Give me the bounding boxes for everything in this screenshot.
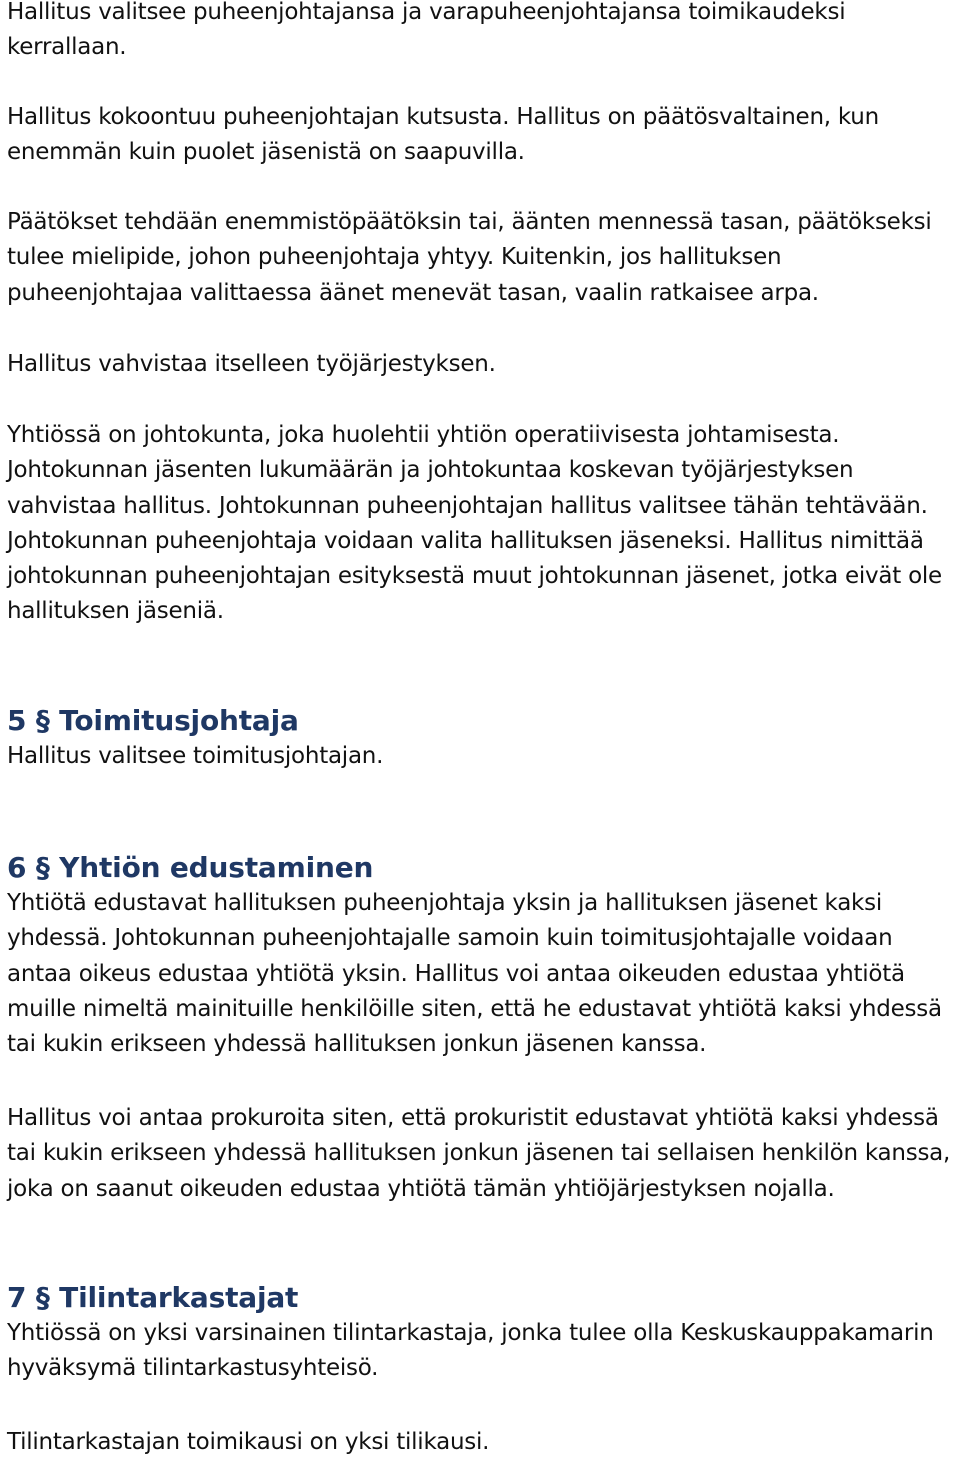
paragraph-text: Hallitus kokoontuu puheenjohtajan kutsusta. Hallitus on päätösvaltainen, kun enemmän kuin puolet jäsenistä on saapuvilla. bbox=[7, 104, 879, 166]
section-heading: 6 § Yhtiön edustaminen bbox=[7, 851, 374, 884]
section-text: Hallitus valitsee toimitusjohtajan. bbox=[7, 743, 384, 769]
section-5 bbox=[7, 703, 957, 774]
paragraph-chair-election bbox=[7, 0, 957, 66]
section-heading: 5 § Toimitusjohtaja bbox=[7, 704, 299, 737]
section-text: Yhtiössä on yksi varsinainen tilintarkastaja, jonka tulee olla Keskuskauppakamarin hyväksymä tilintarkastusyhteisö. bbox=[7, 1320, 934, 1382]
section-text: Tilintarkastajan toimikausi on yksi tilikausi. bbox=[7, 1429, 490, 1455]
paragraph-text: Hallitus valitsee puheenjohtajansa ja varapuheenjohtajansa toimikaudeksi kerrallaan. bbox=[7, 0, 846, 61]
section-7 bbox=[7, 1280, 957, 1387]
paragraph-rules-of-procedure bbox=[7, 347, 957, 382]
paragraph-board-meeting bbox=[7, 100, 957, 171]
section-heading: 7 § Tilintarkastajat bbox=[7, 1281, 299, 1314]
paragraph-decisions bbox=[7, 205, 957, 311]
section-text: Yhtiötä edustavat hallituksen puheenjohtaja yksin ja hallituksen jäsenet kaksi yhdessä. Johtokunnan puheenjohtajalle samoin kuin toimitusjohtajalle voidaan antaa oikeus edustaa yhtiötä yksin. Hallitus voi antaa oikeuden edustaa yhtiötä muille nimeltä mainituille henkilöille siten, että he edustavat yhtiötä kaksi yhdessä tai kukin erikseen yhdessä hallituksen jonkun jäsenen kanssa. bbox=[7, 890, 942, 1058]
section-6-procuration bbox=[7, 1101, 957, 1207]
paragraph-text: Yhtiössä on johtokunta, joka huolehtii yhtiön operatiivisesta johtamisesta. Johtokunnan jäsenten lukumäärän ja johtokuntaa koskevan työjärjestyksen vahvistaa hallitus. Johtokunnan puheenjohtajan hallitus valitsee tähän tehtävään. Johtokunnan puheenjohtaja voidaan valita hallituksen jäseneksi. Hallitus nimittää johtokunnan puheenjohtajan esityksestä muut johtokunnan jäsenet, jotka eivät ole hallituksen jäseniä. bbox=[7, 422, 942, 625]
paragraph-text: Hallitus vahvistaa itselleen työjärjestyksen. bbox=[7, 351, 496, 377]
section-7-term bbox=[7, 1425, 957, 1460]
section-6 bbox=[7, 850, 957, 1062]
paragraph-text: Päätökset tehdään enemmistöpäätöksin tai, äänten mennessä tasan, päätökseksi tulee mielipide, johon puheenjohtaja yhtyy. Kuitenkin, jos hallituksen puheenjohtajaa valittaessa äänet menevät tasan, vaalin ratkaisee arpa. bbox=[7, 209, 932, 306]
section-text: Hallitus voi antaa prokuroita siten, että prokuristit edustavat yhtiötä kaksi yhdessä tai kukin erikseen yhdessä hallituksen jonkun jäsenen tai sellaisen henkilön kanssa, joka on saanut oikeuden edustaa yhtiötä tämän yhtiöjärjestyksen nojalla. bbox=[7, 1105, 951, 1202]
paragraph-executive-board bbox=[7, 418, 957, 630]
